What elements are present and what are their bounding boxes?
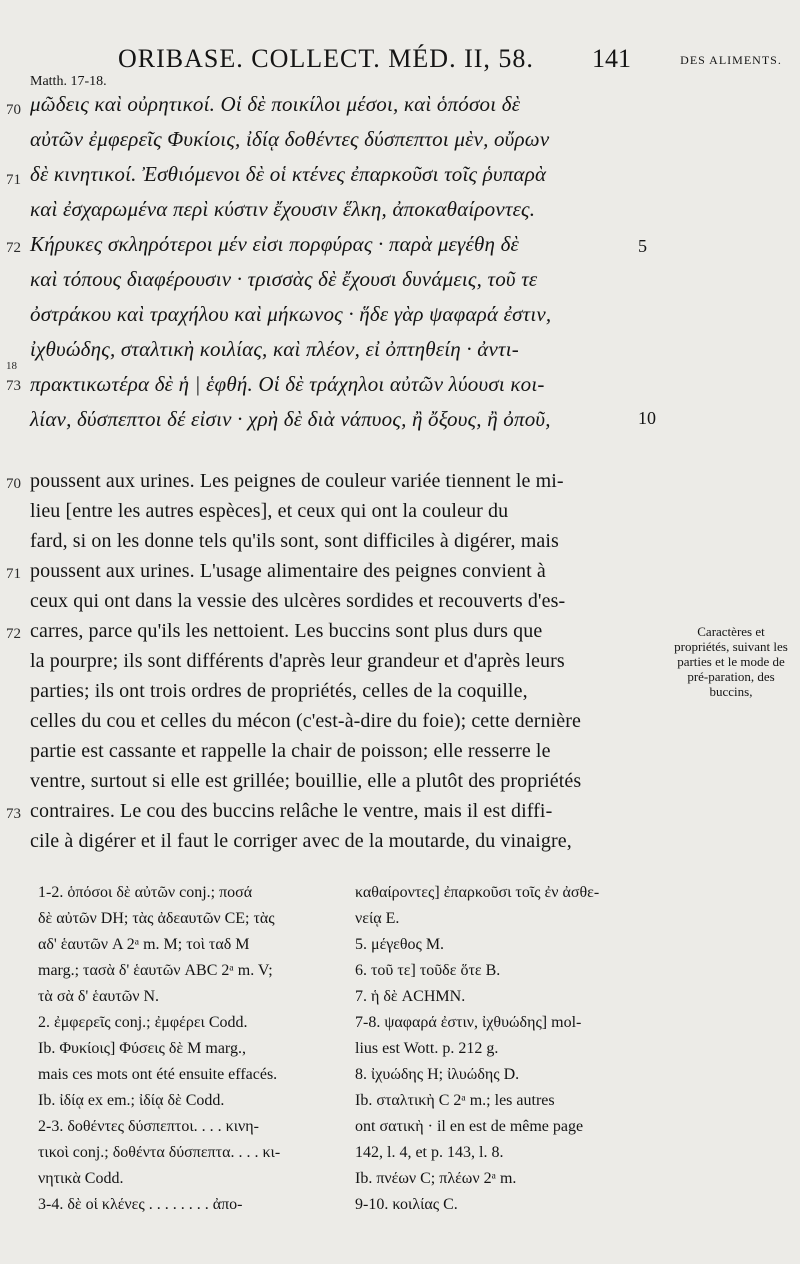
greek-line: Κήρυκες σκληρότεροι μέν εἰσι πορφύρας · παρὰ μεγέθη δὲ (30, 232, 520, 256)
greek-line: πρακτικωτέρα δὲ ἡ | ἑφθή. Οἱ δὲ τράχηλοι αὐτῶν λύουσι κοι- (30, 372, 545, 396)
greek-line: λίαν, δύσπεπτοι δέ εἰσιν · χρὴ δὲ διὰ νάπυος, ἢ ὄξους, ἢ ὀποῦ, (30, 407, 551, 431)
footnote-line: 5. μέγεθος M. (355, 936, 445, 953)
footnote-line: Ib. σταλτικὴ C 2ᵃ m.; les autres (355, 1092, 555, 1109)
greek-line: ἰχθυώδης, σταλτικὴ κοιλίας, καὶ πλέον, εἰ ὀπτηθείη · ἀντι- (30, 337, 519, 361)
footnote-line: 7. ἡ δὲ ACHMN. (355, 988, 466, 1005)
french-line: carres, parce qu'ils les nettoient. Les buccins sont plus durs que (30, 620, 543, 642)
french-line: fard, si on les donne tels qu'ils sont, sont difficiles à digérer, mais (30, 530, 559, 552)
greek-line: καὶ ἐσχαρωμένα περὶ κύστιν ἔχουσιν ἕλκη, ἀποκαθαίροντες. (30, 197, 536, 221)
footnote-line: Ib. Φυκίοις] Φύσεις δὲ M marg., (38, 1040, 246, 1057)
footnote-line: τικοὶ conj.; δοθέντα δύσπεπτα. . . . κι- (38, 1144, 281, 1161)
running-header-title: ORIBASE. COLLECT. MÉD. II, 58. (118, 44, 534, 73)
greek-line: μῶδεις καὶ οὐρητικοί. Οἱ δὲ ποικίλοι μέσοι, καὶ ὁπόσοι δὲ (30, 92, 521, 116)
french-line: cile à digérer et il faut le corriger avec de la moutarde, du vinaigre, (30, 830, 572, 852)
margin-number: 73 (6, 378, 21, 394)
footnote-line: ont σατικὴ · il en est de même page (355, 1118, 584, 1135)
footnote-line: lius est Wott. p. 212 g. (355, 1040, 499, 1057)
margin-number: 71 (6, 566, 21, 582)
footnote-line: 142, l. 4, et p. 143, l. 8. (355, 1144, 504, 1161)
footnote-line: νητικὰ Codd. (38, 1170, 124, 1187)
greek-line: ὀστράκου καὶ τραχήλου καὶ μήκωνος · ἥδε γὰρ ψαφαρά ἐστιν, (30, 302, 552, 326)
margin-number: 73 (6, 806, 21, 822)
french-line: partie est cassante et rappelle la chair de poisson; elle resserre le (30, 740, 551, 762)
footnote-line: δὲ αὐτῶν DH; τὰς ἀδεαυτῶν CE; τὰς (38, 910, 275, 927)
margin-number: 71 (6, 172, 21, 188)
line-number: 5 (638, 236, 647, 256)
footnote-line: 9-10. κοιλίας C. (355, 1196, 458, 1213)
footnote-line: mais ces mots ont été ensuite effacés. (38, 1066, 278, 1083)
french-line: ventre, surtout si elle est grillée; bouillie, elle a plutôt des propriétés (30, 770, 582, 792)
french-line: parties; ils ont trois ordres de propriétés, celles de la coquille, (30, 680, 528, 702)
side-note: Caractères et propriétés, suivant les parties et le mode de pré-paration, des buccins, (674, 624, 788, 699)
footnote-line: αδ' ἑαυτῶν A 2ᵃ m. M; τοὶ ταδ M (38, 936, 250, 953)
margin-number: 18 (6, 360, 17, 372)
greek-line: αὐτῶν ἐμφερεῖς Φυκίοις, ἰδίᾳ δοθέντες δύσπεπτοι μὲν, οὔρων (30, 127, 550, 151)
footnote-line: καθαίροντες] ἐπαρκοῦσι τοῖς ἐν ἀσθε- (355, 884, 600, 901)
footnote-line: 1-2. ὁπόσοι δὲ αὐτῶν conj.; ποσά (38, 884, 253, 901)
footnote-line: 3-4. δὲ οἱ κλένες . . . . . . . . ἀπο- (38, 1196, 243, 1213)
footnote-line: 7-8. ψαφαρά ἐστιν, ἰχθυώδης] mol- (355, 1014, 582, 1031)
footnote-line: Ib. ἰδίᾳ ex em.; ἰδίᾳ δὲ Codd. (38, 1092, 225, 1109)
french-line: contraires. Le cou des buccins relâche le ventre, mais il est diffi- (30, 800, 553, 822)
footnote-line: 2. ἐμφερεῖς conj.; ἐμφέρει Codd. (38, 1014, 248, 1031)
footnote-line: νείᾳ E. (355, 910, 400, 927)
margin-number: 72 (6, 240, 21, 256)
greek-line: καὶ τόπους διαφέρουσιν · τρισσὰς δὲ ἔχουσι δυνάμεις, τοῦ τε (30, 267, 538, 291)
margin-number: 72 (6, 626, 21, 642)
margin-number: 70 (6, 102, 21, 118)
footnotes-left (38, 880, 318, 1218)
footnote-line: 2-3. δοθέντες δύσπεπτοι. . . . κινη- (38, 1118, 259, 1135)
greek-line: δὲ κινητικοί. Ἐσθιόμενοι δὲ οἱ κτένες ἐπαρκοῦσι τοῖς ῥυπαρὰ (30, 162, 547, 186)
french-line: poussent aux urines. L'usage alimentaire des peignes convient à (30, 560, 546, 582)
french-line: celles du cou et celles du mécon (c'est-à-dire du foie); cette dernière (30, 710, 581, 732)
french-line: poussent aux urines. Les peignes de couleur variée tiennent le mi- (30, 470, 564, 492)
footnote-line: 6. τοῦ τε] τοῦδε ὅτε B. (355, 962, 501, 979)
line-number: 10 (638, 408, 656, 428)
footnote-line: τὰ σὰ δ' ἑαυτῶν N. (38, 988, 160, 1005)
french-line: lieu [entre les autres espèces], et ceux qui ont la couleur du (30, 500, 509, 522)
footnote-line: marg.; τασὰ δ' ἑαυτῶν ABC 2ᵃ m. V; (38, 962, 273, 979)
french-line: la pourpre; ils sont différents d'après leur grandeur et d'après leurs (30, 650, 565, 672)
page-number: 141 (592, 44, 631, 73)
reference-label: Matth. 17-18. (30, 74, 107, 89)
french-line: ceux qui ont dans la vessie des ulcères sordides et recouverts d'es- (30, 590, 566, 612)
footnote-line: 8. ἰχυώδης H; ἰλυώδης D. (355, 1066, 520, 1083)
running-margin-heading: DES ALIMENTS. (680, 53, 782, 67)
footnotes-right (355, 880, 635, 1218)
margin-number: 70 (6, 476, 21, 492)
footnote-line: Ib. πνέων C; πλέων 2ᵃ m. (355, 1170, 517, 1187)
